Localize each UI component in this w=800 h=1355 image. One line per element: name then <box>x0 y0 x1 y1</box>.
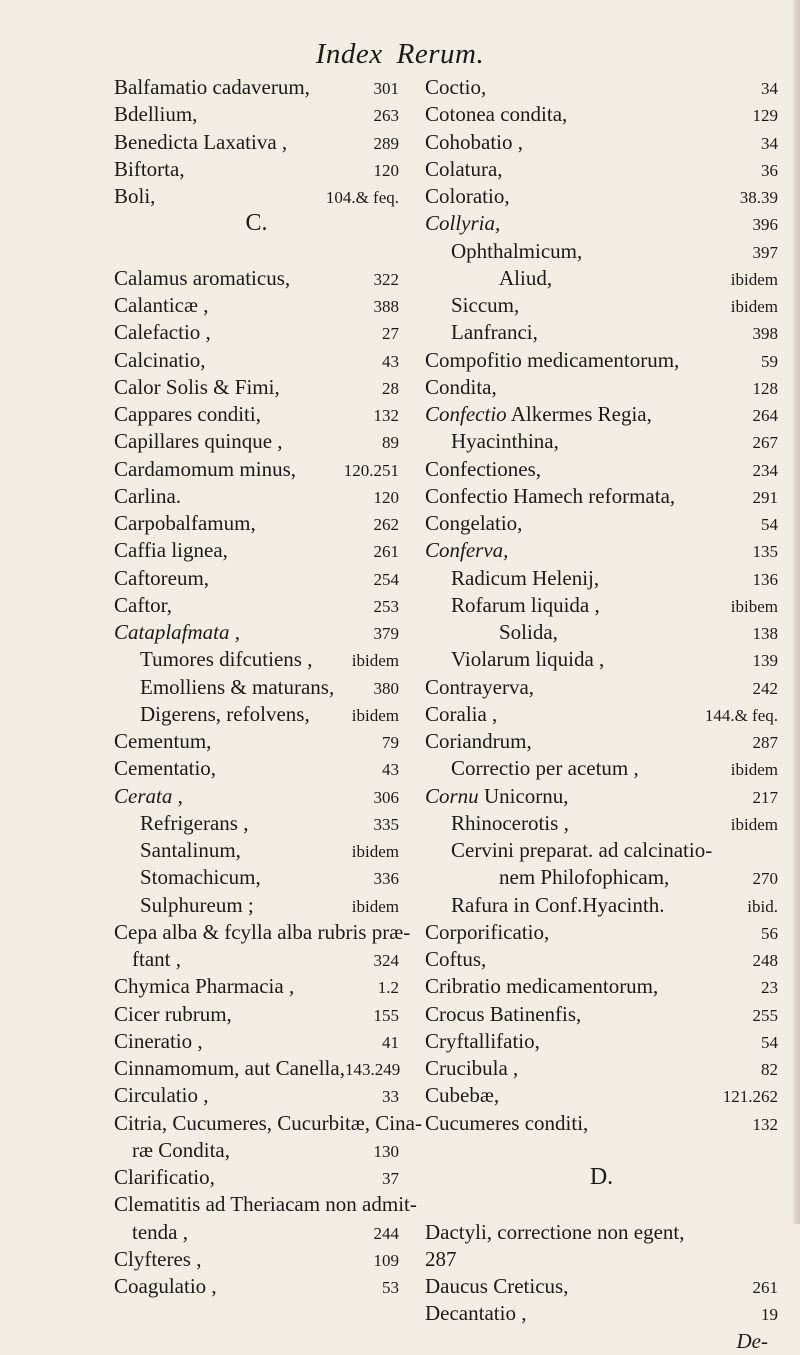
entry-page-ref: ibidem <box>351 842 399 861</box>
entry-page-ref: 262 <box>373 515 399 534</box>
entry-term: Calanticæ , <box>114 293 209 317</box>
entry-term: Hyacinthina, <box>451 429 559 454</box>
entry-page-ref: 128 <box>752 378 778 398</box>
index-entry <box>114 265 399 292</box>
entry-term: Cementum, <box>114 729 212 753</box>
index-entry <box>425 892 778 919</box>
entry-term: Chymica Pharmacia , <box>114 974 295 999</box>
index-entry <box>114 783 399 810</box>
entry-term: Crocus Batinenfis, <box>425 1001 582 1026</box>
index-entry <box>114 810 399 837</box>
entry-term: Daucus Creticus, <box>425 1274 569 1298</box>
entry-page-ref: 120.251 <box>343 460 399 480</box>
entry-page-ref: 19 <box>761 1305 778 1325</box>
entry-term: Balfamatio cadaverum, <box>114 75 310 99</box>
index-entry <box>114 619 399 646</box>
header-word-rerum: Rerum. <box>396 38 485 70</box>
entry-page-ref: 109 <box>373 1250 399 1270</box>
index-entry <box>114 973 399 1000</box>
entry-term: Condita, <box>425 374 497 399</box>
entry-term: Radicum Helenij, <box>451 565 600 590</box>
entry-term: Crucibula , <box>425 1056 519 1080</box>
entry-page-ref: 28 <box>382 378 399 398</box>
entry-term: Circulatio , <box>114 1083 209 1108</box>
entry-page-ref: 379 <box>373 624 399 643</box>
index-entry <box>425 428 778 455</box>
index-entry <box>114 892 399 919</box>
index-entry <box>425 973 778 1000</box>
entry-page-ref: 37 <box>382 1169 399 1188</box>
entry-term: Biftorta, <box>114 156 185 181</box>
index-entry <box>425 1001 778 1028</box>
index-column-right <box>425 74 778 1355</box>
entry-page-ref: ibidem <box>730 814 778 834</box>
entry-page-ref: 43 <box>382 760 399 780</box>
entry-term: Carlina. <box>114 483 182 508</box>
entry-term: Violarum liquida , <box>451 647 605 672</box>
index-entry <box>114 319 399 346</box>
entry-page-ref: 242 <box>752 678 778 698</box>
index-entry <box>114 1028 399 1055</box>
index-entry <box>425 619 778 646</box>
entry-term: Cribratio medicamentorum, <box>425 974 659 999</box>
entry-term: Confectio Alkermes Regia, <box>425 402 652 426</box>
entry-page-ref: 324 <box>373 951 399 970</box>
entry-term: Bdellium, <box>114 102 198 127</box>
index-entry <box>114 1001 399 1028</box>
index-column-left <box>114 74 422 1300</box>
catchword: De- <box>736 1328 768 1353</box>
entry-term: Santalinum, <box>140 838 241 862</box>
index-entry <box>425 210 778 237</box>
index-entry <box>425 783 778 810</box>
entry-page-ref: ibibem <box>730 596 778 616</box>
entry-page-ref: 261 <box>752 1278 778 1297</box>
entry-page-ref: ibidem <box>730 297 778 316</box>
index-entry <box>114 864 399 891</box>
index-entry <box>425 646 778 673</box>
entry-page-ref: 34 <box>761 133 778 153</box>
index-entry <box>114 674 399 701</box>
index-entry <box>114 1055 399 1082</box>
entry-page-ref: 23 <box>761 978 778 998</box>
entry-term: Refrigerans , <box>140 810 249 835</box>
entry-term: Calor Solis & Fimi, <box>114 374 280 399</box>
entry-term: Conferva, <box>425 538 509 563</box>
index-entry <box>425 1110 778 1137</box>
entry-term: Rofarum liquida , <box>451 592 600 617</box>
entry-term: Colatura, <box>425 156 503 181</box>
entry-term: Boli, <box>114 184 156 208</box>
entry-term: Collyria, <box>425 211 501 236</box>
entry-term: Cornu Unicornu, <box>425 783 569 808</box>
running-header <box>0 38 800 71</box>
index-entry <box>114 1273 399 1300</box>
entry-page-ref: 59 <box>761 351 778 371</box>
entry-term: Cepa alba & fcylla alba rubris præ- <box>114 919 411 944</box>
entry-page-ref: 1.2 <box>377 978 399 998</box>
entry-page-ref: 104.& feq. <box>325 188 399 207</box>
entry-page-ref: ibid. <box>747 896 778 916</box>
index-entry <box>425 292 778 319</box>
entry-term: Coagulatio , <box>114 1274 217 1298</box>
entry-term: Cementatio, <box>114 756 217 781</box>
entry-term: Emolliens & maturans, <box>140 674 335 699</box>
entry-term: Coriandrum, <box>425 729 532 753</box>
index-entry <box>114 837 399 864</box>
entry-term: tenda , <box>132 1219 188 1244</box>
index-entry <box>114 755 399 782</box>
entry-page-ref: 139 <box>752 651 778 671</box>
entry-term: Rafura in Conf.Hyacinth. <box>451 892 665 917</box>
entry-term: 287 <box>425 1246 457 1271</box>
index-entry <box>425 1273 778 1300</box>
entry-term: Compofitio medicamentorum, <box>425 347 680 372</box>
entry-term: ftant , <box>132 947 181 971</box>
entry-term: Cardamomum minus, <box>114 456 296 481</box>
index-entry <box>425 919 778 946</box>
entry-term: ræ Condita, <box>132 1137 230 1162</box>
entry-page-ref: ibidem <box>351 651 399 671</box>
index-entry <box>114 101 399 128</box>
index-entry <box>114 1082 399 1109</box>
index-entry <box>425 129 778 156</box>
entry-page-ref: 54 <box>761 1032 778 1052</box>
entry-page-ref: 255 <box>752 1005 778 1025</box>
entry-page-ref: 335 <box>373 814 399 834</box>
entry-page-ref: 248 <box>752 951 778 970</box>
index-entry <box>114 1219 399 1246</box>
index-entry <box>425 1219 778 1246</box>
entry-term: Coctio, <box>425 75 487 99</box>
index-entry <box>114 374 399 401</box>
entry-page-ref: 121.262 <box>722 1087 778 1107</box>
entry-term: Correctio per acetum , <box>451 756 639 781</box>
entry-page-ref: 287 <box>752 733 778 752</box>
index-entry <box>114 701 399 728</box>
index-entry <box>425 183 778 210</box>
index-entry <box>114 592 399 619</box>
index-entry <box>425 401 778 428</box>
entry-page-ref: 263 <box>373 106 399 126</box>
entry-term: Cubebæ, <box>425 1083 500 1108</box>
spacer <box>425 1137 778 1164</box>
entry-page-ref: 322 <box>373 269 399 289</box>
entry-page-ref: 27 <box>382 324 399 344</box>
entry-term: Capillares quinque , <box>114 429 283 454</box>
entry-page-ref: 254 <box>373 569 399 589</box>
index-entry <box>425 319 778 346</box>
entry-term: Caffia lignea, <box>114 538 228 563</box>
entry-term: Ophthalmicum, <box>451 238 583 263</box>
index-entry <box>114 1137 399 1164</box>
entry-page-ref: 306 <box>373 787 399 807</box>
index-entry <box>425 265 778 292</box>
entry-term: Dactyli, correctione non egent, <box>425 1219 685 1244</box>
entry-page-ref: 34 <box>761 79 778 98</box>
index-entry <box>425 1028 778 1055</box>
section-letter: D. <box>589 1164 614 1190</box>
index-entry <box>425 101 778 128</box>
index-entry <box>114 510 399 537</box>
entry-term: Cicer rubrum, <box>114 1001 232 1026</box>
entry-term: Digerens, refolvens, <box>140 701 310 726</box>
spacer <box>425 1191 778 1218</box>
entry-page-ref: 397 <box>752 242 778 262</box>
entry-term: Rhinocerotis , <box>451 810 569 835</box>
index-entry <box>425 674 778 701</box>
entry-page-ref: 253 <box>373 596 399 616</box>
entry-page-ref: 54 <box>761 515 778 534</box>
index-entry <box>425 1246 778 1273</box>
index-entry <box>114 483 399 510</box>
entry-term: Confectiones, <box>425 456 542 481</box>
entry-page-ref: 43 <box>382 351 399 371</box>
entry-term: Cineratio , <box>114 1028 203 1053</box>
index-entry <box>114 537 399 564</box>
index-entry <box>425 837 778 864</box>
entry-term: Sulphureum ; <box>140 892 254 917</box>
index-entry <box>114 1164 399 1191</box>
page-edge <box>793 0 800 1224</box>
index-entry <box>114 646 399 673</box>
index-entry <box>114 292 399 319</box>
index-entry <box>425 456 778 483</box>
entry-page-ref: 82 <box>761 1060 778 1079</box>
entry-page-ref: 396 <box>752 215 778 235</box>
entry-page-ref: 56 <box>761 923 778 943</box>
entry-page-ref: 291 <box>752 487 778 507</box>
entry-term: Aliud, <box>499 265 553 290</box>
entry-term: Clyfteres , <box>114 1246 202 1271</box>
entry-term: Cerata , <box>114 783 183 808</box>
index-entry <box>114 565 399 592</box>
entry-page-ref: 53 <box>382 1278 399 1297</box>
entry-term: Calcinatio, <box>114 347 206 372</box>
entry-term: Calamus aromaticus, <box>114 265 291 290</box>
entry-page-ref: 244 <box>373 1223 399 1243</box>
index-entry <box>425 1300 778 1327</box>
entry-term: Clematitis ad Theriacam non admit- <box>114 1192 417 1217</box>
entry-term: Clarificatio, <box>114 1165 215 1189</box>
entry-page-ref: 36 <box>761 160 778 180</box>
entry-term: Stomachicum, <box>140 865 261 890</box>
index-entry <box>114 401 399 428</box>
entry-page-ref: 138 <box>752 624 778 643</box>
entry-page-ref: 120 <box>373 487 399 507</box>
entry-page-ref: 270 <box>752 869 778 889</box>
entry-page-ref: 144.& feq. <box>704 705 778 725</box>
entry-term: Cinnamomum, aut Canella, <box>114 1056 345 1080</box>
index-entry <box>425 347 778 374</box>
entry-term: Contrayerva, <box>425 674 535 699</box>
entry-term: Coftus, <box>425 947 487 971</box>
entry-term: Carpobalfamum, <box>114 511 256 535</box>
entry-page-ref: 136 <box>752 569 778 589</box>
entry-term: Lanfranci, <box>451 320 538 345</box>
entry-page-ref: 289 <box>373 133 399 153</box>
entry-page-ref: 33 <box>382 1087 399 1107</box>
entry-term: Congelatio, <box>425 511 523 535</box>
entry-term: Cryftallifatio, <box>425 1028 540 1053</box>
entry-term: Coralia , <box>425 701 498 726</box>
entry-term: Confectio Hamech reformata, <box>425 483 676 508</box>
entry-page-ref: 130 <box>373 1141 399 1161</box>
entry-term: Coloratio, <box>425 184 510 208</box>
entry-page-ref: 301 <box>373 79 399 98</box>
index-entry <box>425 810 778 837</box>
index-entry <box>114 129 399 156</box>
index-entry <box>425 592 778 619</box>
index-entry <box>114 728 399 755</box>
entry-page-ref: ibidem <box>730 269 778 289</box>
index-entry <box>114 347 399 374</box>
entry-page-ref: 155 <box>373 1005 399 1025</box>
entry-term: Cataplafmata , <box>114 620 241 644</box>
index-entry <box>114 456 399 483</box>
entry-term: Decantatio , <box>425 1301 527 1326</box>
index-entry <box>114 1110 422 1137</box>
index-entry <box>114 428 399 455</box>
index-entry <box>114 919 411 946</box>
entry-term: Cervini preparat. ad calcinatio- <box>451 838 713 862</box>
entry-term: Solida, <box>499 620 558 644</box>
entry-page-ref: 217 <box>752 787 778 807</box>
entry-term: Tumores difcutiens , <box>140 647 313 672</box>
entry-page-ref: 336 <box>373 869 399 889</box>
entry-term: Benedicta Laxativa , <box>114 129 288 154</box>
entry-term: Cohobatio , <box>425 129 523 154</box>
index-entry <box>425 1082 778 1109</box>
entry-term: nem Philofophicam, <box>499 865 670 890</box>
index-entry <box>425 483 778 510</box>
entry-term: Cucumeres conditi, <box>425 1110 589 1135</box>
entry-page-ref: 261 <box>373 542 399 562</box>
entry-page-ref: ibidem <box>730 760 778 780</box>
entry-term: Cappares conditi, <box>114 402 261 426</box>
entry-term: Siccum, <box>451 293 520 317</box>
entry-page-ref: 129 <box>752 106 778 126</box>
index-entry <box>425 156 778 183</box>
entry-page-ref: 264 <box>752 406 778 425</box>
index-entry <box>114 156 399 183</box>
entry-page-ref: 143.249 <box>344 1060 401 1079</box>
index-entry <box>425 864 778 891</box>
entry-page-ref: 41 <box>382 1032 399 1052</box>
index-entry <box>425 701 778 728</box>
index-entry <box>114 1246 399 1273</box>
index-entry <box>425 510 778 537</box>
entry-term: Caftor, <box>114 592 173 617</box>
entry-page-ref: 388 <box>373 297 399 316</box>
index-entry <box>425 74 778 101</box>
index-entry <box>425 728 778 755</box>
entry-page-ref: 398 <box>752 324 778 344</box>
index-entry <box>425 1055 778 1082</box>
index-entry <box>425 238 778 265</box>
entry-page-ref: 234 <box>752 460 778 480</box>
entry-page-ref: 38.39 <box>739 188 778 207</box>
entry-term: Citria, Cucumeres, Cucurbitæ, Cina- <box>114 1110 422 1135</box>
entry-term: Cotonea condita, <box>425 102 568 127</box>
entry-page-ref: 132 <box>752 1114 778 1134</box>
entry-term: Calefactio , <box>114 320 211 345</box>
entry-page-ref: 79 <box>382 733 399 752</box>
entry-page-ref: 89 <box>382 433 399 453</box>
entry-page-ref: 267 <box>752 433 778 453</box>
index-entry <box>114 183 399 210</box>
index-entry <box>425 374 778 401</box>
entry-page-ref: ibidem <box>351 705 399 725</box>
entry-page-ref: 132 <box>373 406 399 425</box>
index-entry <box>425 755 778 782</box>
entry-page-ref: 380 <box>373 678 399 698</box>
entry-page-ref: 135 <box>752 542 778 562</box>
index-entry <box>425 537 778 564</box>
entry-term: Caftoreum, <box>114 565 210 590</box>
index-entry <box>114 946 399 973</box>
section-letter: C. <box>245 210 268 237</box>
entry-page-ref: ibidem <box>351 896 399 916</box>
index-entry <box>425 565 778 592</box>
entry-term: Corporificatio, <box>425 919 550 944</box>
entry-page-ref: 120 <box>373 160 399 180</box>
index-entry <box>425 946 778 973</box>
header-word-index: Index <box>315 38 383 70</box>
index-entry <box>114 1191 417 1218</box>
index-entry <box>114 74 399 101</box>
spacer <box>114 238 399 265</box>
